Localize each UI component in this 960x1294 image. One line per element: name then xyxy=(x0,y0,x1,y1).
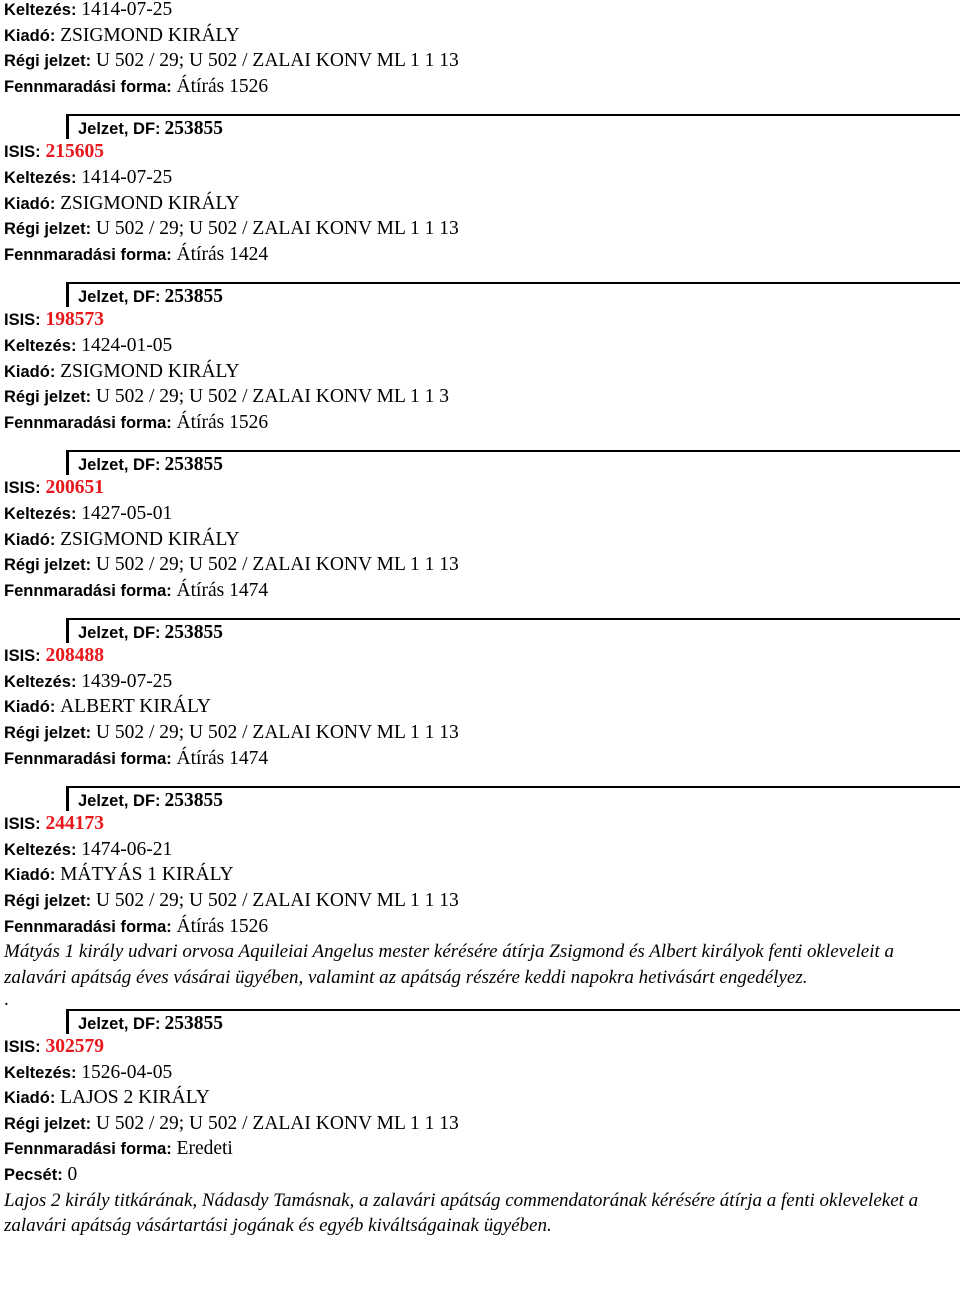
record xyxy=(4,271,956,435)
regi-jelzet-line: Régi jelzet: U 502 / 29; U 502 / ZALAI KONV ML 1 1 13 xyxy=(4,218,459,240)
regi-jelzet-line: Régi jelzet: U 502 / 29; U 502 / ZALAI KONV ML 1 1 3 xyxy=(4,386,450,408)
kiado-line: Kiadó: ZSIGMOND KIRÁLY xyxy=(4,192,240,214)
separator-rule xyxy=(66,114,960,116)
record xyxy=(4,998,956,1238)
record xyxy=(4,607,956,771)
regi-jelzet-line: Régi jelzet: U 502 / 29; U 502 / ZALAI KONV ML 1 1 13 xyxy=(4,1112,459,1134)
record xyxy=(4,103,956,267)
fennmaradasi-line: Fennmaradási forma: Átírás 1526 xyxy=(4,411,269,433)
keltezes-line: Keltezés: 1414-07-25 xyxy=(4,0,173,20)
fennmaradasi-line: Fennmaradási forma: Átírás 1526 xyxy=(4,75,269,97)
isis-line: ISIS: 244173 xyxy=(4,813,104,835)
kiado-line: Kiadó: ALBERT KIRÁLY xyxy=(4,696,211,718)
kiado-line: Kiadó: ZSIGMOND KIRÁLY xyxy=(4,360,240,382)
record-description: Mátyás 1 király udvari orvosa Aquileiai Angelus mester kérésére átírja Zsigmond és Albert királyok fenti okleveleit a zalavári apátság éves vásárai ügyében, valamint az apátság részére keddi napokra hetivásárt engedélyez. xyxy=(4,941,895,988)
jelzet-header: Jelzet, DF: 253855 xyxy=(4,271,956,307)
fennmaradasi-line: Fennmaradási forma: Eredeti xyxy=(4,1138,233,1160)
separator-bar xyxy=(66,618,69,643)
keltezes-line: Keltezés: 1424-01-05 xyxy=(4,334,173,356)
kiado-line: Kiadó: LAJOS 2 KIRÁLY xyxy=(4,1087,210,1109)
separator-bar xyxy=(66,282,69,307)
pecset-line: Pecsét: 0 xyxy=(4,1164,78,1185)
separator-rule xyxy=(66,786,960,788)
keltezes-line: Keltezés: 1427-05-01 xyxy=(4,502,173,524)
fennmaradasi-line: Fennmaradási forma: Átírás 1474 xyxy=(4,747,269,769)
jelzet-header: Jelzet, DF: 253855 xyxy=(4,775,956,811)
isis-line: ISIS: 215605 xyxy=(4,141,104,163)
separator-bar xyxy=(66,786,69,811)
record-description: Lajos 2 király titkárának, Nádasdy Tamásnak, a zalavári apátság commendatorának kérésére átírja a fenti okleveleket a zalavári apátság vásártartási jogának és egyéb kiváltságainak ügyében. xyxy=(4,1189,919,1236)
separator-rule xyxy=(66,282,960,284)
separator-rule xyxy=(66,450,960,452)
jelzet-header: Jelzet, DF: 253855 xyxy=(4,103,956,139)
keltezes-line: Keltezés: 1414-07-25 xyxy=(4,166,173,188)
kiado-line: Kiadó: ZSIGMOND KIRÁLY xyxy=(4,24,240,46)
fennmaradasi-line: Fennmaradási forma: Átírás 1526 xyxy=(4,915,269,937)
separator-rule xyxy=(66,1009,960,1011)
regi-jelzet-line: Régi jelzet: U 502 / 29; U 502 / ZALAI KONV ML 1 1 13 xyxy=(4,722,459,744)
separator-rule xyxy=(66,618,960,620)
isis-line: ISIS: 198573 xyxy=(4,309,104,331)
trailing-dot: . xyxy=(4,989,9,1011)
separator-bar xyxy=(66,1009,69,1034)
record-top xyxy=(4,0,956,99)
jelzet-header: Jelzet, DF: 253855 xyxy=(4,607,956,643)
isis-line: ISIS: 302579 xyxy=(4,1036,104,1058)
isis-line: ISIS: 200651 xyxy=(4,477,104,499)
regi-jelzet-line: Régi jelzet: U 502 / 29; U 502 / ZALAI KONV ML 1 1 13 xyxy=(4,890,459,912)
jelzet-header: Jelzet, DF: 253855 xyxy=(4,439,956,475)
fennmaradasi-line: Fennmaradási forma: Átírás 1474 xyxy=(4,579,269,601)
record xyxy=(4,775,956,1010)
regi-jelzet-line: Régi jelzet: U 502 / 29; U 502 / ZALAI KONV ML 1 1 13 xyxy=(4,50,459,72)
keltezes-line: Keltezés: 1526-04-05 xyxy=(4,1061,173,1083)
document-page xyxy=(4,0,956,1238)
record xyxy=(4,439,956,603)
kiado-line: Kiadó: ZSIGMOND KIRÁLY xyxy=(4,528,240,550)
separator-bar xyxy=(66,450,69,475)
isis-line: ISIS: 208488 xyxy=(4,645,104,667)
keltezes-line: Keltezés: 1439-07-25 xyxy=(4,670,173,692)
regi-jelzet-line: Régi jelzet: U 502 / 29; U 502 / ZALAI KONV ML 1 1 13 xyxy=(4,554,459,576)
keltezes-line: Keltezés: 1474-06-21 xyxy=(4,838,173,860)
kiado-line: Kiadó: MÁTYÁS 1 KIRÁLY xyxy=(4,864,234,886)
jelzet-header: Jelzet, DF: 253855 xyxy=(4,998,956,1034)
separator-bar xyxy=(66,114,69,139)
fennmaradasi-line: Fennmaradási forma: Átírás 1424 xyxy=(4,243,269,265)
